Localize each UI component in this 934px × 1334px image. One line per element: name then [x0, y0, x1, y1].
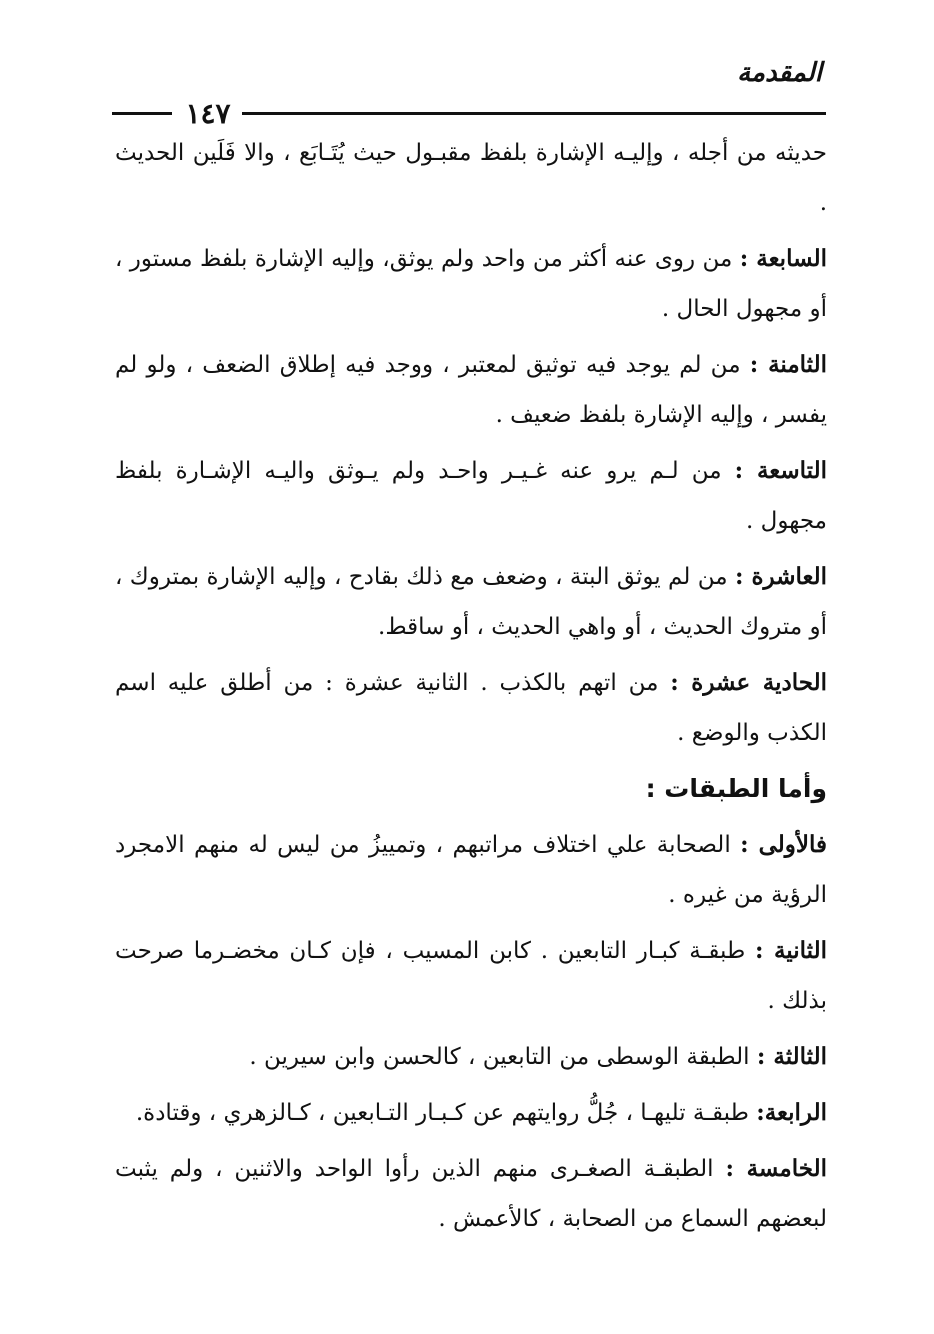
- paragraph-text: الصحابة علي اختلاف مراتبهم ، وتمييزُ من ليس له منهم الامجرد الرؤية من غيره .: [115, 832, 827, 908]
- paragraph-text: طبقـة كبـار التابعين . كابن المسيب ، فإن كـان مخضـرما صرحت بذلك .: [115, 938, 827, 1014]
- paragraph-rank-ninth: [115, 446, 827, 546]
- paragraph-term: الحادية عشرة :: [670, 669, 827, 696]
- paragraph-term: فالأولى :: [740, 831, 828, 858]
- paragraph-rank-tenth: [115, 552, 827, 652]
- paragraph-rank-eleventh: [115, 658, 827, 758]
- paragraph-term: العاشرة :: [734, 563, 827, 590]
- paragraph-text: الطبقة الوسطى من التابعين ، كالحسن وابن سيرين .: [249, 1044, 757, 1070]
- body-text: [115, 128, 827, 1250]
- paragraph-tabaqa-second: [115, 926, 827, 1026]
- paragraph-tabaqa-third: [115, 1032, 827, 1082]
- paragraph-text: من لم يوجد فيه توثيق لمعتبر ، ووجد فيه إطلاق الضعف ، ولو لم يفسر ، وإليه الإشارة بلفظ ضعيف .: [115, 352, 827, 428]
- paragraph-tabaqa-fourth: [115, 1088, 827, 1138]
- paragraph-term: الثالثة :: [756, 1043, 827, 1070]
- paragraph-text: الطبقـة الصغـرى منهم الذين رأوا الواحد والاثنين ، ولم يثبت لبعضهم السماع من الصحابة ، كالأعمش .: [115, 1156, 827, 1232]
- paragraph-term: الثامنة :: [749, 351, 828, 378]
- paragraph-term: الرابعة:: [756, 1099, 827, 1126]
- paragraph-text: من لم يوثق البتة ، وضعف مع ذلك بقادح ، وإليه الإشارة بمتروك ، أو متروك الحديث ، أو واهي الحديث ، أو ساقط.: [115, 564, 827, 640]
- page-number: ١٤٧: [185, 97, 231, 130]
- paragraph-term: الخامسة :: [725, 1155, 827, 1182]
- header-rule-right-segment: [242, 112, 826, 115]
- paragraph-term: الثانية :: [755, 937, 827, 964]
- paragraph-tabaqa-fifth: [115, 1144, 827, 1244]
- header-rule-left-segment: [112, 112, 172, 115]
- paragraph-text: من روى عنه أكثر من واحد ولم يوثق، وإليه الإشارة بلفظ مستور ، أو مجهول الحال .: [115, 246, 827, 322]
- paragraph-term: التاسعة :: [734, 457, 827, 484]
- running-title: المقدمة: [737, 58, 822, 88]
- paragraph-text: طبقـة تليهـا ، جُلُّ روايتهم عن كـبـار التـابعين ، كـالزهري ، وقتادة.: [135, 1100, 757, 1126]
- paragraph-rank-eighth: [115, 340, 827, 440]
- paragraph-continuation: [115, 128, 827, 228]
- paragraph-text: حديثه من أجله ، وإليـه الإشارة بلفظ مقبـول حيث يُتَـابَع ، والا فَلَين الحديث .: [115, 140, 827, 216]
- paragraph-text: من اتهم بالكذب . الثانية عشرة : من أطلق عليه اسم الكذب والوضع .: [115, 670, 827, 746]
- paragraph-tabaqa-first: [115, 820, 827, 920]
- section-heading: وأما الطبقات :: [645, 774, 827, 803]
- header-rule: [112, 97, 826, 130]
- paragraph-text: من لـم يرو عنه غـيـر واحـد ولم يـوثق واليـه الإشـارة بلفظ مجهول .: [115, 458, 827, 534]
- paragraph-term: السابعة :: [739, 245, 828, 272]
- paragraph-rank-seventh: [115, 234, 827, 334]
